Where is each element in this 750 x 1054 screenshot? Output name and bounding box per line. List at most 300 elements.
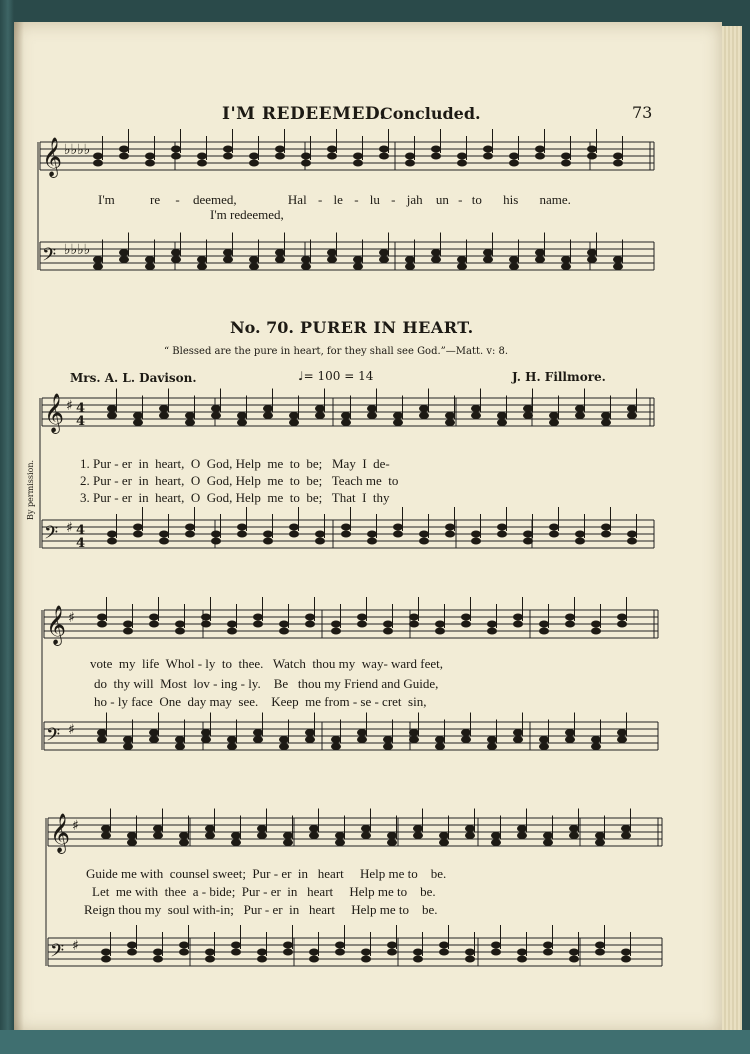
note-head xyxy=(517,956,527,963)
note-head xyxy=(379,153,389,160)
note-head xyxy=(487,628,497,635)
note-head xyxy=(253,621,263,628)
note-head xyxy=(471,412,481,419)
note-head xyxy=(405,256,415,263)
note-head xyxy=(627,412,637,419)
note-head xyxy=(535,153,545,160)
note-head xyxy=(431,256,441,263)
note-head xyxy=(119,153,129,160)
note-head xyxy=(561,160,571,167)
note-head xyxy=(549,412,559,419)
note-head xyxy=(383,743,393,750)
note-head xyxy=(257,949,267,956)
note-head xyxy=(249,153,259,160)
flat-icon: ♭♭♭♭ xyxy=(64,242,91,258)
note-head xyxy=(409,729,419,736)
note-head xyxy=(205,949,215,956)
lyrics-line-section-one: I'm re - deemed, Hal - le - lu - jah un - to his name. xyxy=(98,192,571,207)
note-head xyxy=(309,832,319,839)
note-head xyxy=(613,160,623,167)
note-head xyxy=(211,412,221,419)
note-head xyxy=(535,256,545,263)
note-head xyxy=(275,249,285,256)
note-head xyxy=(301,263,311,270)
note-head xyxy=(107,538,117,545)
note-head xyxy=(327,153,337,160)
note-head xyxy=(331,628,341,635)
note-head xyxy=(587,249,597,256)
note-head xyxy=(279,736,289,743)
note-head xyxy=(263,538,273,545)
note-head xyxy=(327,146,337,153)
note-head xyxy=(201,736,211,743)
note-head xyxy=(419,531,429,538)
note-head xyxy=(387,832,397,839)
note-head xyxy=(119,249,129,256)
note-head xyxy=(575,405,585,412)
note-head xyxy=(353,263,363,270)
note-head xyxy=(457,256,467,263)
note-head xyxy=(543,942,553,949)
time-signature: 4 xyxy=(76,401,86,416)
note-head xyxy=(509,160,519,167)
note-head xyxy=(491,949,501,956)
note-head xyxy=(149,736,159,743)
note-head xyxy=(279,628,289,635)
note-head xyxy=(223,256,233,263)
note-head xyxy=(565,729,575,736)
note-head xyxy=(223,249,233,256)
note-head xyxy=(201,729,211,736)
note-head xyxy=(539,621,549,628)
note-head xyxy=(357,729,367,736)
note-head xyxy=(535,146,545,153)
note-head xyxy=(341,419,351,426)
note-head xyxy=(383,621,393,628)
note-head xyxy=(621,956,631,963)
note-head xyxy=(309,949,319,956)
note-head xyxy=(465,832,475,839)
note-head xyxy=(497,412,507,419)
note-head xyxy=(435,743,445,750)
note-head xyxy=(149,621,159,628)
note-head xyxy=(331,621,341,628)
note-head xyxy=(149,729,159,736)
note-head xyxy=(175,743,185,750)
echo-lyric: I'm redeemed, xyxy=(210,207,284,222)
note-head xyxy=(211,405,221,412)
composer: J. H. Fillmore. xyxy=(512,370,606,384)
note-head xyxy=(413,949,423,956)
note-head xyxy=(445,419,455,426)
note-head xyxy=(439,949,449,956)
note-head xyxy=(127,942,137,949)
sharp-icon: ♯ xyxy=(72,938,79,954)
note-head xyxy=(405,263,415,270)
note-head xyxy=(257,832,267,839)
note-head xyxy=(249,160,259,167)
note-head xyxy=(509,153,519,160)
note-head xyxy=(237,412,247,419)
note-head xyxy=(341,524,351,531)
note-head xyxy=(171,249,181,256)
note-head xyxy=(497,419,507,426)
note-head xyxy=(263,412,273,419)
note-head xyxy=(497,531,507,538)
note-head xyxy=(179,949,189,956)
note-head xyxy=(601,531,611,538)
note-head xyxy=(409,621,419,628)
note-head xyxy=(283,832,293,839)
note-head xyxy=(509,256,519,263)
note-head xyxy=(107,412,117,419)
note-head xyxy=(341,531,351,538)
note-head xyxy=(315,538,325,545)
note-head xyxy=(159,412,169,419)
note-head xyxy=(595,839,605,846)
note-head xyxy=(315,531,325,538)
note-head xyxy=(357,614,367,621)
note-head xyxy=(379,256,389,263)
quarter-note-icon: ♩ xyxy=(298,369,304,383)
note-head xyxy=(107,405,117,412)
note-head xyxy=(361,949,371,956)
note-head xyxy=(561,153,571,160)
note-head xyxy=(237,524,247,531)
bass-clef-icon: 𝄢 xyxy=(42,245,57,270)
lyricist: Mrs. A. L. Davison. xyxy=(70,371,197,385)
note-head xyxy=(517,825,527,832)
note-head xyxy=(491,839,501,846)
section-two-number: No. 70. xyxy=(230,318,294,337)
note-head xyxy=(549,524,559,531)
note-head xyxy=(145,263,155,270)
verse-line-3-system-2: ho - ly face One day may see. Keep me from - se - cret sin, xyxy=(94,694,427,709)
note-head xyxy=(413,956,423,963)
note-head xyxy=(513,729,523,736)
note-head xyxy=(491,832,501,839)
treble-clef-icon: 𝄞 xyxy=(44,393,65,433)
note-head xyxy=(327,249,337,256)
note-head xyxy=(523,412,533,419)
note-head xyxy=(227,743,237,750)
note-head xyxy=(367,405,377,412)
note-head xyxy=(119,256,129,263)
note-head xyxy=(393,531,403,538)
note-head xyxy=(419,538,429,545)
note-head xyxy=(315,412,325,419)
note-head xyxy=(461,729,471,736)
note-head xyxy=(171,153,181,160)
note-head xyxy=(617,729,627,736)
clef-glyphs xyxy=(42,137,90,966)
note-head xyxy=(175,628,185,635)
note-head xyxy=(223,146,233,153)
note-head xyxy=(205,832,215,839)
note-head xyxy=(197,256,207,263)
note-head xyxy=(185,531,195,538)
note-head xyxy=(591,743,601,750)
note-head xyxy=(517,832,527,839)
note-head xyxy=(145,160,155,167)
note-head xyxy=(331,743,341,750)
section-one-subtitle: Concluded. xyxy=(380,104,481,123)
note-head xyxy=(523,538,533,545)
note-head xyxy=(153,825,163,832)
note-head xyxy=(523,531,533,538)
section-one-title: I'M REDEEMED. xyxy=(222,104,386,124)
note-head xyxy=(159,405,169,412)
note-head xyxy=(549,419,559,426)
note-head xyxy=(595,949,605,956)
note-head xyxy=(561,256,571,263)
note-head xyxy=(621,825,631,832)
note-head xyxy=(197,153,207,160)
note-head xyxy=(335,832,345,839)
verse-line-2-system-2: do thy will Most lov - ing - ly. Be thou my Friend and Guide, xyxy=(94,676,439,691)
note-head xyxy=(327,256,337,263)
note-head xyxy=(575,412,585,419)
permission-note: By permission. xyxy=(26,459,35,520)
time-signature: 4 xyxy=(76,536,86,551)
note-head xyxy=(575,538,585,545)
sharp-icon: ♯ xyxy=(66,398,73,414)
note-head xyxy=(227,628,237,635)
note-head xyxy=(93,153,103,160)
note-head xyxy=(205,825,215,832)
note-head xyxy=(613,153,623,160)
note-head xyxy=(465,956,475,963)
note-head xyxy=(457,263,467,270)
note-head xyxy=(601,419,611,426)
note-head xyxy=(367,531,377,538)
note-head xyxy=(543,832,553,839)
note-head xyxy=(289,419,299,426)
note-head xyxy=(431,153,441,160)
note-head xyxy=(445,531,455,538)
note-head xyxy=(237,531,247,538)
note-head xyxy=(179,942,189,949)
note-head xyxy=(279,743,289,750)
note-head xyxy=(335,839,345,846)
note-head xyxy=(379,249,389,256)
note-head xyxy=(487,743,497,750)
note-head xyxy=(133,531,143,538)
note-head xyxy=(539,628,549,635)
note-head xyxy=(627,405,637,412)
note-head xyxy=(461,621,471,628)
note-head xyxy=(487,736,497,743)
note-head xyxy=(289,531,299,538)
note-head xyxy=(595,832,605,839)
note-head xyxy=(613,263,623,270)
note-head xyxy=(289,524,299,531)
note-head xyxy=(523,405,533,412)
note-head xyxy=(587,146,597,153)
note-head xyxy=(383,628,393,635)
section-two-title: PURER IN HEART. xyxy=(300,318,474,337)
note-head xyxy=(383,736,393,743)
note-head xyxy=(569,956,579,963)
note-head xyxy=(587,153,597,160)
note-head xyxy=(457,153,467,160)
tempo-value: = 100 = 14 xyxy=(303,369,374,383)
treble-clef-icon: 𝄞 xyxy=(42,137,63,177)
note-head xyxy=(145,153,155,160)
note-head xyxy=(419,412,429,419)
note-head xyxy=(549,531,559,538)
note-head xyxy=(305,621,315,628)
note-head xyxy=(179,832,189,839)
note-head xyxy=(257,825,267,832)
note-head xyxy=(97,621,107,628)
note-head xyxy=(149,614,159,621)
note-head xyxy=(461,614,471,621)
treble-clef-icon: 𝄞 xyxy=(46,605,67,645)
note-head xyxy=(185,419,195,426)
note-head xyxy=(435,628,445,635)
note-head xyxy=(617,736,627,743)
note-head xyxy=(513,614,523,621)
note-head xyxy=(471,531,481,538)
note-head xyxy=(497,524,507,531)
note-head xyxy=(97,736,107,743)
note-head xyxy=(565,736,575,743)
note-head xyxy=(543,839,553,846)
note-head xyxy=(101,825,111,832)
note-head xyxy=(357,621,367,628)
treble-clef-icon: 𝄞 xyxy=(50,813,71,853)
note-head xyxy=(335,942,345,949)
note-head xyxy=(405,153,415,160)
note-head xyxy=(613,256,623,263)
note-head xyxy=(565,621,575,628)
note-head xyxy=(431,146,441,153)
note-head xyxy=(413,832,423,839)
note-head xyxy=(179,839,189,846)
note-head xyxy=(275,153,285,160)
note-head xyxy=(331,736,341,743)
note-head xyxy=(275,256,285,263)
note-head xyxy=(575,531,585,538)
note-head xyxy=(201,614,211,621)
time-signature: 4 xyxy=(76,523,86,538)
note-head xyxy=(535,249,545,256)
verse-line-1-system-1: 1. Pur - er in heart, O God, Help me to be; May I de- xyxy=(80,456,390,471)
epigraph: “ Blessed are the pure in heart, for they shall see God.”—Matt. v: 8. xyxy=(164,346,509,357)
note-head xyxy=(263,405,273,412)
note-head xyxy=(301,153,311,160)
bass-clef-icon: 𝄢 xyxy=(46,725,61,750)
note-head xyxy=(315,405,325,412)
note-head xyxy=(601,524,611,531)
note-head xyxy=(275,146,285,153)
note-head xyxy=(283,839,293,846)
note-head xyxy=(231,839,241,846)
note-head xyxy=(201,621,211,628)
note-head xyxy=(153,949,163,956)
sharp-icon: ♯ xyxy=(68,610,75,626)
note-head xyxy=(393,524,403,531)
note-head xyxy=(471,538,481,545)
time-signature: 4 xyxy=(76,414,86,429)
note-head xyxy=(409,736,419,743)
note-head xyxy=(361,825,371,832)
note-head xyxy=(211,531,221,538)
note-head xyxy=(341,412,351,419)
note-head xyxy=(539,743,549,750)
note-head xyxy=(231,942,241,949)
note-head xyxy=(97,614,107,621)
note-head xyxy=(93,263,103,270)
note-head xyxy=(357,736,367,743)
note-head xyxy=(249,263,259,270)
note-head xyxy=(159,538,169,545)
note-head xyxy=(587,256,597,263)
note-head xyxy=(227,621,237,628)
note-head xyxy=(565,614,575,621)
note-head xyxy=(197,160,207,167)
note-head xyxy=(171,256,181,263)
note-head xyxy=(413,825,423,832)
note-head xyxy=(483,256,493,263)
note-head xyxy=(461,736,471,743)
note-head xyxy=(153,832,163,839)
note-head xyxy=(197,263,207,270)
note-head xyxy=(513,736,523,743)
note-head xyxy=(561,263,571,270)
note-head xyxy=(483,249,493,256)
note-head xyxy=(279,621,289,628)
note-head xyxy=(171,146,181,153)
note-head xyxy=(253,614,263,621)
note-head xyxy=(305,614,315,621)
note-head xyxy=(539,736,549,743)
note-head xyxy=(145,256,155,263)
note-head xyxy=(517,949,527,956)
note-head xyxy=(153,956,163,963)
note-head xyxy=(289,412,299,419)
note-head xyxy=(301,160,311,167)
bass-clef-icon: 𝄢 xyxy=(44,523,59,548)
note-head xyxy=(253,729,263,736)
verse-line-2-system-1: 2. Pur - er in heart, O God, Help me to be; Teach me to xyxy=(80,473,399,488)
flat-icon: ♭♭♭♭ xyxy=(64,142,91,158)
sharp-icon: ♯ xyxy=(72,818,79,834)
note-head xyxy=(227,736,237,743)
note-head xyxy=(205,956,215,963)
note-head xyxy=(457,160,467,167)
note-head xyxy=(393,419,403,426)
note-head xyxy=(101,949,111,956)
note-head xyxy=(97,729,107,736)
note-head xyxy=(175,736,185,743)
note-head xyxy=(127,839,137,846)
note-head xyxy=(471,405,481,412)
note-head xyxy=(353,153,363,160)
note-head xyxy=(309,825,319,832)
note-head xyxy=(93,160,103,167)
note-head xyxy=(569,832,579,839)
note-head xyxy=(367,538,377,545)
note-head xyxy=(627,538,637,545)
note-head xyxy=(439,839,449,846)
note-head xyxy=(93,256,103,263)
note-head xyxy=(487,621,497,628)
verse-line-2-system-3: Let me with thee a - bide; Pur - er in heart Help me to be. xyxy=(92,884,436,899)
note-head xyxy=(621,832,631,839)
note-head xyxy=(123,736,133,743)
